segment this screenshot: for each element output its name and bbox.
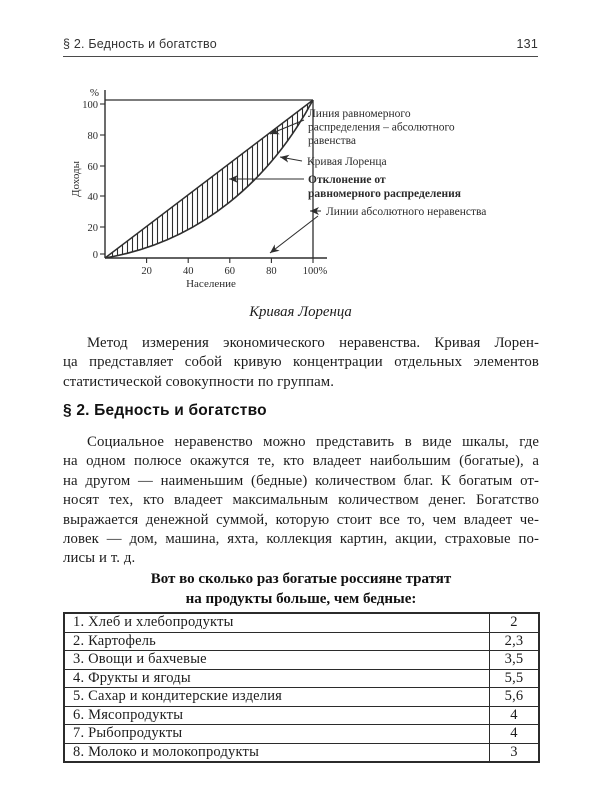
table-row — [64, 725, 539, 744]
product-label: 8. Молоко и молокопродукты — [64, 743, 490, 762]
paragraph-line: выражается денежной суммой, которую стоит все то, чем владеет че- — [63, 511, 539, 528]
running-header-title: § 2. Бедность и богатство — [63, 37, 217, 51]
y-axis-label: Доходы — [70, 161, 82, 197]
x-tick-80: 80 — [266, 266, 277, 277]
lorenz-curve-arrow — [280, 157, 302, 161]
product-label: 2. Картофель — [64, 632, 490, 651]
paragraph-lorenz-method — [63, 334, 539, 392]
product-label: 6. Мясопродукты — [64, 706, 490, 725]
paragraph-line: Социальное неравенство можно представить в виде шкалы, где — [87, 434, 539, 450]
lorenz-chart — [65, 84, 545, 299]
product-label: 5. Сахар и кондитерские изделия — [64, 688, 490, 707]
inequality-label: Линии абсолютного неравенства — [326, 206, 487, 218]
paragraph-line: носят тех, кто владеет максимальным количеством денег. Богатство — [63, 492, 539, 509]
table-heading-line1: Вот во сколько раз богатые россияне тратят — [150, 571, 452, 587]
y-tick-0: 0 — [92, 250, 98, 261]
y-tick-80: 80 — [87, 131, 98, 142]
paragraph-line: лисы и т. д. — [63, 550, 136, 567]
lorenz-label: Кривая Лоренца — [307, 156, 387, 168]
paragraph-line: статистической совокупности по группам. — [63, 373, 335, 390]
paragraph-line: Метод измерения экономического неравенства. Кривая Лорен- — [87, 335, 539, 351]
paragraph-line: ловек — дом, машина, яхта, коллекция картин, акции, страховые по- — [63, 530, 539, 547]
table-row — [64, 651, 539, 670]
ratio-value: 5,5 — [490, 669, 540, 688]
lorenz-figure — [65, 84, 545, 299]
product-label: 1. Хлеб и хлебопродукты — [64, 613, 490, 632]
y-tick-20: 20 — [87, 223, 98, 234]
y-tick-40: 40 — [87, 192, 98, 203]
x-tick-40: 40 — [182, 266, 194, 277]
ratio-value: 5,6 — [490, 688, 540, 707]
deviation-label-line2: равномерного распределения — [308, 188, 461, 200]
table-row — [64, 706, 539, 725]
ratio-value: 4 — [490, 706, 540, 725]
ratio-value: 4 — [490, 725, 540, 744]
y-tick-100: 100 — [82, 100, 98, 111]
paragraph-social-inequality — [63, 433, 539, 569]
ratio-value: 3,5 — [490, 651, 540, 670]
x-tick-100: 100% — [302, 266, 328, 277]
x-tick-20: 20 — [141, 266, 152, 277]
y-tick-60: 60 — [87, 162, 98, 173]
paragraph-line: ца представляет собой кривую концентрации отдельных элементов — [63, 354, 539, 371]
running-header — [63, 37, 538, 57]
deviation-label-line1: Отклонение от — [308, 174, 386, 186]
x-axis-label: Население — [186, 278, 236, 290]
y-tick-labels — [82, 100, 98, 261]
ratio-value: 3 — [490, 743, 540, 762]
equality-label-line2: распределения – абсолютного — [308, 121, 455, 134]
equality-label-line1: Линия равномерного — [308, 108, 411, 120]
table-row — [64, 688, 539, 707]
ratio-value: 2,3 — [490, 632, 540, 651]
ratio-value: 2 — [490, 613, 540, 632]
x-tick-labels — [141, 266, 327, 277]
table-heading — [63, 570, 539, 609]
y-axis-unit: % — [89, 87, 99, 99]
paragraph-line: на другом — наименьшим (бедные) количеством благ. К богатым от- — [63, 472, 539, 489]
product-label: 3. Овощи и бахчевые — [64, 651, 490, 670]
x-tick-60: 60 — [224, 266, 236, 277]
table-row — [64, 743, 539, 762]
equality-label-line3: равенства — [308, 135, 356, 147]
product-label: 7. Рыбопродукты — [64, 725, 490, 744]
page-number: 131 — [516, 37, 538, 51]
table-row — [64, 632, 539, 651]
table-row — [64, 669, 539, 688]
figure-annotations — [307, 108, 486, 218]
table-heading-line2: на продукты больше, чем бедные: — [185, 590, 417, 607]
figure-caption: Кривая Лоренца — [249, 304, 352, 320]
paragraph-line: на одном полюсе окажутся те, кто владеет наибольшим (богатые), а — [63, 453, 539, 470]
section-heading: § 2. Бедность и богатство — [63, 402, 267, 419]
inequality-arrow-x-axis — [270, 216, 318, 253]
product-label: 4. Фрукты и ягоды — [64, 669, 490, 688]
product-ratio-table — [63, 612, 540, 763]
table-row — [64, 613, 539, 632]
